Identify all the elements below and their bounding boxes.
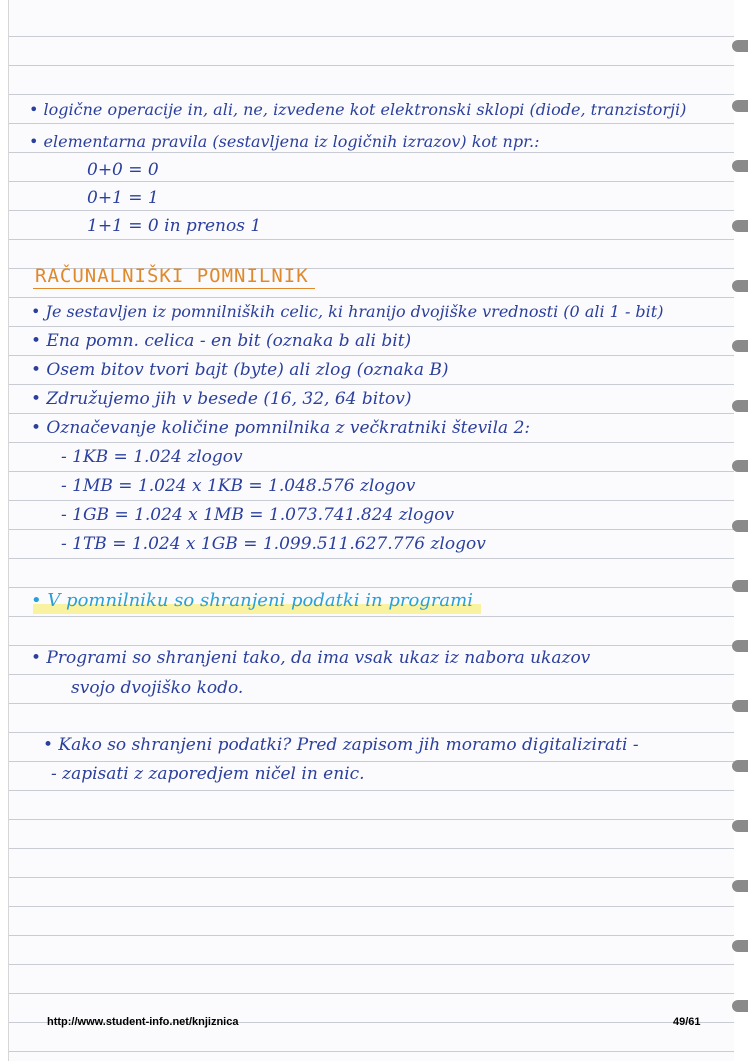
binding-hole <box>732 760 748 772</box>
binding-hole <box>732 880 748 892</box>
programs-line-2: svojo dvojiško kodo. <box>71 678 244 698</box>
highlighted-statement: • V pomnilniku so shranjeni podatki in programi <box>31 590 473 611</box>
unit-kb: - 1KB = 1.024 zlogov <box>61 447 243 467</box>
bullet-2: • Ena pomn. celica - en bit (oznaka b ali bit) <box>31 331 412 351</box>
heading-underline <box>33 288 315 289</box>
intro-line-2: • elementarna pravila (sestavljena iz logičnih izrazov) kot npr.: <box>29 132 540 151</box>
bullet-4: • Združujemo jih v besede (16, 32, 64 bitov) <box>31 389 412 409</box>
binding-hole <box>732 580 748 592</box>
binding-hole <box>732 700 748 712</box>
source-url: http://www.student-info.net/knjiznica <box>47 1016 239 1028</box>
section-heading: RAČUNALNIŠKI POMNILNIK <box>35 265 309 287</box>
programs-line-1: • Programi so shranjeni tako, da ima vsak ukaz iz nabora ukazov <box>31 648 591 668</box>
unit-mb: - 1MB = 1.024 x 1KB = 1.048.576 zlogov <box>61 476 416 496</box>
binding-hole <box>732 940 748 952</box>
binding-hole <box>732 1000 748 1012</box>
binding-hole <box>732 820 748 832</box>
binding-hole <box>732 520 748 532</box>
unit-tb: - 1TB = 1.024 x 1GB = 1.099.511.627.776 zlogov <box>61 534 486 554</box>
binding-hole <box>732 100 748 112</box>
bullet-3: • Osem bitov tvori bajt (byte) ali zlog (oznaka B) <box>31 360 449 380</box>
binding-hole <box>732 40 748 52</box>
spiral-holes <box>726 0 750 1061</box>
notebook-page <box>8 0 734 1061</box>
binding-hole <box>732 220 748 232</box>
data-question-line-1: • Kako so shranjeni podatki? Pred zapisom jih moramo digitalizirati - <box>43 735 639 755</box>
binding-hole <box>732 160 748 172</box>
binding-hole <box>732 280 748 292</box>
bullet-5: • Označevanje količine pomnilnika z večkratniki števila 2: <box>31 418 531 438</box>
unit-gb: - 1GB = 1.024 x 1MB = 1.073.741.824 zlogov <box>61 505 455 525</box>
equation-2: 0+1 = 1 <box>87 188 159 208</box>
intro-line-1: • logične operacije in, ali, ne, izvedene kot elektronski sklopi (diode, tranzistorji) <box>29 100 687 119</box>
bullet-1: • Je sestavljen iz pomnilniških celic, ki hranijo dvojiške vrednosti (0 ali 1 - bit) <box>31 302 664 321</box>
equation-1: 0+0 = 0 <box>87 160 159 180</box>
page-number: 49/61 <box>673 1016 701 1028</box>
binding-hole <box>732 640 748 652</box>
binding-hole <box>732 400 748 412</box>
binding-hole <box>732 340 748 352</box>
equation-3: 1+1 = 0 in prenos 1 <box>87 216 262 236</box>
data-question-line-2: - zapisati z zaporedjem ničel in enic. <box>51 764 365 784</box>
binding-hole <box>732 460 748 472</box>
